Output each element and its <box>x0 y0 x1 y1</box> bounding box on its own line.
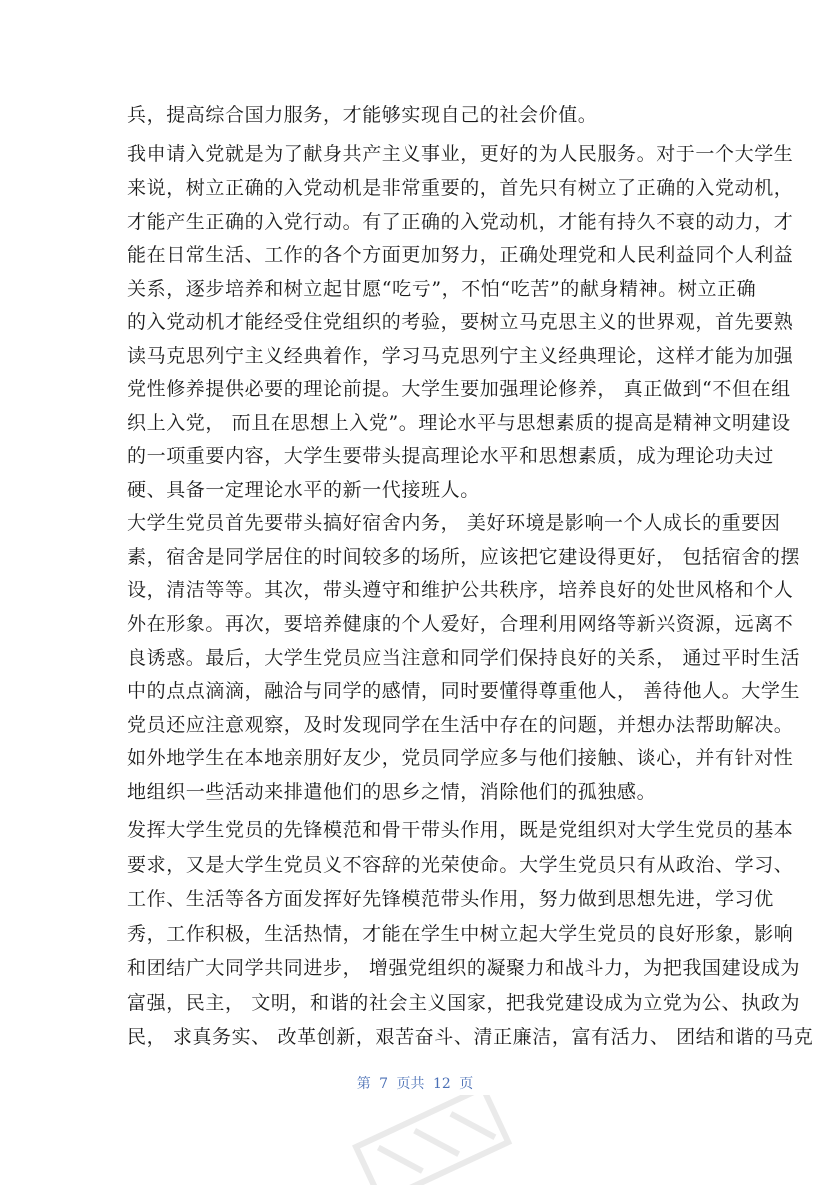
text-line: 党员还应注意观察，及时发现同学在生活中存在的问题，并想办法帮助解决。 <box>127 714 794 736</box>
text-line: 要求，又是大学生党员义不容辞的光荣使命。大学生党员只有从政治、学习、 <box>127 854 794 876</box>
text-line: 读马克思列宁主义经典着作，学习马克思列宁主义经典理论，这样才能为加强 <box>127 345 794 367</box>
text-line: 民， 求真务实、 改革创新，艰苦奋斗、清正廉洁，富有活力、 团结和谐的马克 <box>127 1026 814 1048</box>
text-line: 的一项重要内容，大学生要带头提高理论水平和思想素质，成为理论功夫过 <box>127 445 774 467</box>
text-line: 党性修养提供必要的理论前提。大学生要加强理论修养， 真正做到“不但在组 <box>127 378 791 400</box>
watermark-icon <box>330 1095 530 1185</box>
text-line: 我申请入党就是为了献身共产主义事业，更好的为人民服务。对于一个大学生 <box>127 143 794 165</box>
text-line: 来说，树立正确的入党动机是非常重要的，首先只有树立了正确的入党动机， <box>127 177 794 199</box>
text-line: 关系，逐步培养和树立起甘愿“吃亏”，不怕“吃苦”的献身精神。树立正确 <box>127 278 757 300</box>
text-line: 秀，工作积极，生活热情，才能在学生中树立起大学生党员的良好形象，影响 <box>127 923 794 945</box>
text-line: 如外地学生在本地亲朋好友少，党员同学应多与他们接触、谈心，并有针对性 <box>127 747 794 769</box>
text-line: 工作、生活等各方面发挥好先锋模范带头作用，努力做到思想先进，学习优 <box>127 888 774 910</box>
text-line: 才能产生正确的入党行动。有了正确的入党动机，才能有持久不衰的动力，才 <box>127 211 794 233</box>
text-line: 素，宿舍是同学居住的时间较多的场所，应该把它建设得更好， 包括宿舍的摆 <box>127 546 801 568</box>
text-line: 硬、具备一定理论水平的新一代接班人。 <box>127 479 480 501</box>
text-line: 富强，民主， 文明，和谐的社会主义国家，把我党建设成为立党为公、执政为 <box>127 992 801 1014</box>
text-line: 中的点点滴滴，融洽与同学的感情，同时要懂得尊重他人， 善待他人。大学生 <box>127 680 801 702</box>
text-line: 兵，提高综合国力服务，才能够实现自己的社会价值。 <box>127 104 598 126</box>
text-line: 发挥大学生党员的先锋模范和骨干带头作用，既是党组织对大学生党员的基本 <box>127 819 794 841</box>
text-line: 的入党动机才能经受住党组织的考验，要树立马克思主义的世界观，首先要熟 <box>127 311 794 333</box>
text-line: 地组织一些活动来排遣他们的思乡之情，消除他们的孤独感。 <box>127 781 657 803</box>
page-number: 第 7 页共 12 页 <box>356 1076 474 1092</box>
text-line: 大学生党员首先要带头搞好宿舍内务， 美好环境是影响一个人成长的重要因 <box>127 512 781 534</box>
text-line: 和团结广大同学共同进步， 增强党组织的凝聚力和战斗力，为把我国建设成为 <box>127 957 801 979</box>
text-line: 外在形象。再次，要培养健康的个人爱好，合理利用网络等新兴资源，远离不 <box>127 613 794 635</box>
text-line: 织上入党， 而且在思想上入党”。理论水平与思想素质的提高是精神文明建设 <box>127 412 791 434</box>
text-line: 设，清洁等等。其次，带头遵守和维护公共秩序，培养良好的处世风格和个人 <box>127 579 794 601</box>
text-line: 能在日常生活、工作的各个方面更加努力，正确处理党和人民利益同个人利益 <box>127 244 794 266</box>
text-line: 良诱惑。最后，大学生党员应当注意和同学们保持良好的关系， 通过平时生活 <box>127 647 801 669</box>
